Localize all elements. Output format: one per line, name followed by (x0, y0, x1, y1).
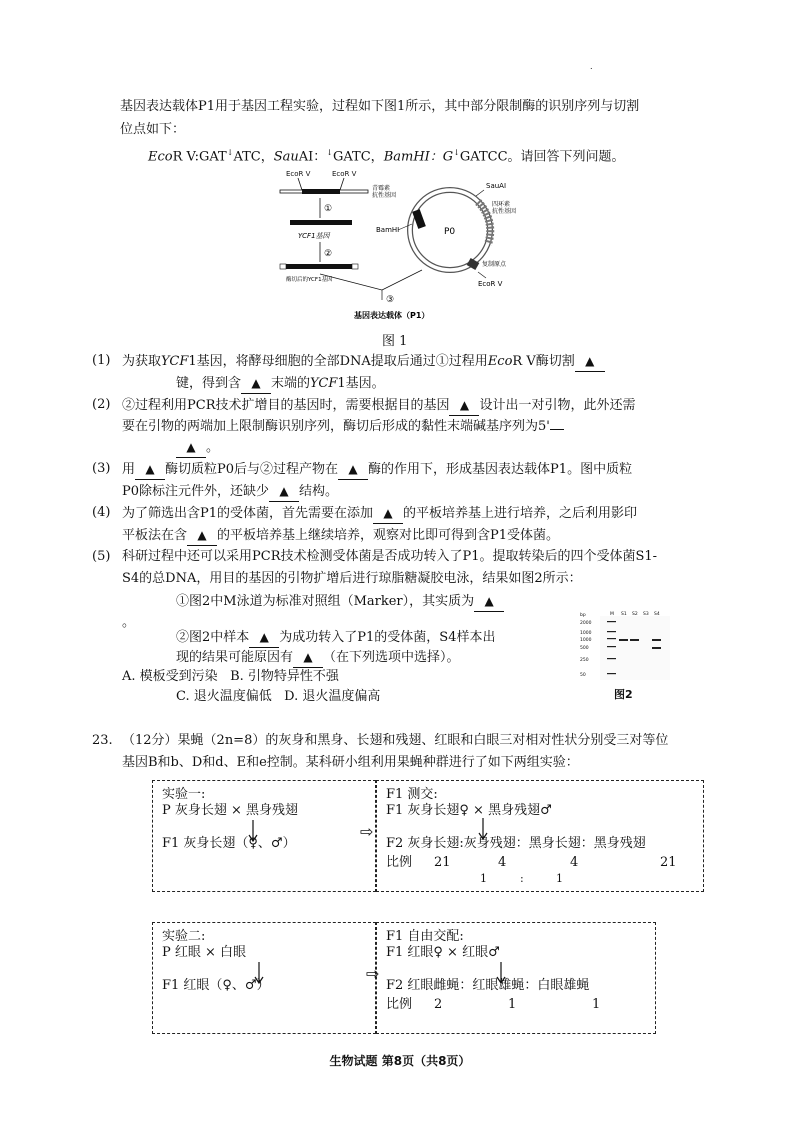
option-d: D. 退火温度偏高 (284, 689, 381, 704)
test-title: F1 测交: (386, 787, 438, 802)
fig1-sau-label: SauAI (486, 182, 507, 190)
ecorv-italic: Eco (148, 149, 173, 165)
blank-mark: ▲ (585, 354, 595, 368)
blank-mark: ▲ (186, 440, 196, 454)
q5-line-5 (176, 628, 495, 648)
q5-text-g: （在下列选项中选择）。 (323, 650, 460, 665)
q2-number: (2) (92, 397, 111, 412)
blank-mark: ▲ (303, 650, 313, 664)
q2-line-2 (122, 418, 564, 436)
intro-line-2: 位点如下： (120, 122, 186, 137)
q3-blank-2[interactable] (338, 460, 368, 480)
exp1-parents: P 灰身长翅 × 黑身残翅 (162, 803, 299, 818)
q4-text-a: 为了筛选出含P1的受体菌，首先需要在添加 (122, 506, 374, 521)
fig1-ycf1-gene (290, 220, 352, 225)
q4-blank-2[interactable] (187, 526, 217, 546)
gel-band-s2 (630, 639, 639, 641)
q1-eco: Eco (487, 354, 513, 369)
exp2-down-arrow (252, 962, 266, 986)
fig1-step-3: ③ (386, 295, 395, 305)
free-ratio-2: 1 (508, 997, 517, 1012)
blank-mark: ▲ (197, 528, 207, 542)
figure-1-diagram (272, 166, 517, 326)
q5-line-3 (176, 592, 504, 612)
fig1-ecorv-right-label: EcoR V (332, 170, 357, 178)
test-ratio-2: 4 (498, 855, 507, 870)
test-sub-ratio-1: 1 (480, 872, 487, 885)
q1-text-c: R V酶切割 (512, 354, 575, 369)
q3-text-e: 结构。 (299, 484, 339, 499)
blank-mark: ▲ (484, 594, 494, 608)
q23-line-1: （12分）果蝇（2n=8）的灰身和黑身、长翅和残翅、红眼和白眼三对相对性状分别受三对等位 (122, 733, 669, 748)
q1-text-e: 末端的 (271, 376, 311, 391)
gel-lane-s4: S4 (654, 612, 660, 617)
q1-text-f: 1基因。 (337, 376, 385, 391)
q1-blank-1[interactable] (575, 352, 605, 372)
q4-number: (4) (92, 505, 111, 520)
q5-number: (5) (92, 549, 111, 564)
q5-text-f: 现的结果可能原因有 (176, 650, 294, 665)
q2-line-1 (122, 396, 636, 416)
test-ratio-label: 比例 (386, 855, 413, 870)
fig1-ecorv-bottom-label: EcoR V (478, 280, 503, 288)
test-ratio-3: 4 (570, 855, 579, 870)
q5-line-4: 。 (122, 615, 136, 630)
page-footer: 生物试题 第8页（共8页） (329, 1054, 471, 1068)
q1-text-d: 键，得到含 (176, 376, 242, 391)
q3-line-1 (122, 460, 632, 480)
enzyme-sites (148, 144, 625, 166)
q2-text-a: ②过程利用PCR技术扩增目的基因时，需要根据目的基因 (122, 398, 450, 413)
q3-text-a: 用 (122, 462, 136, 477)
gel-marker-50: 50 (580, 673, 586, 678)
q4-text-d: 的平板培养基上继续培养，观察对比即可得到含P1受体菌。 (217, 528, 560, 543)
q2-blank-2[interactable] (176, 438, 206, 458)
q23-number: 23. (92, 733, 113, 748)
gel-marker-1000b: 1000 (580, 638, 592, 643)
figure-1-caption: 图 1 (382, 334, 408, 349)
exp1-to-test-arrow: ⇨ (360, 822, 374, 841)
q4-blank-1[interactable] (373, 504, 403, 524)
fig1-penicillin-label-2: 抗性基因 (372, 192, 397, 199)
figure-2-gel (576, 610, 670, 680)
fig1-ecorv-left-label: EcoR V (286, 170, 311, 178)
gel-band-m-1 (607, 621, 616, 622)
intro-line-1: 基因表达载体P1用于基因工程实验，过程如下图1所示，其中部分限制酶的识别序列与切割 (120, 99, 640, 114)
fig1-ycf1-label: YCF1基因 (298, 232, 330, 240)
gel-lane-s3: S3 (643, 612, 649, 617)
q1-line-2 (176, 374, 385, 394)
q2-line-3 (176, 438, 219, 458)
exp1-title: 实验一: (162, 787, 206, 802)
exp2-to-free-arrow: ⇨ (366, 964, 380, 983)
q5-text-c: ①图2中M泳道为标准对照组（Marker），其实质为 (176, 594, 475, 609)
gel-band-s4-1 (652, 639, 661, 641)
fig1-vector-label: 基因表达载体（P1） (354, 311, 430, 320)
gel-lane-s2: S2 (632, 612, 638, 617)
gel-band-s4-2 (652, 647, 661, 649)
blank-mark: ▲ (279, 484, 289, 498)
ecorv-cut-mark: ↓ (226, 148, 234, 157)
q2-text-c: 要在引物的两端加上限制酶识别序列，酶切后形成的黏性末端碱基序列为5' (122, 419, 550, 434)
blank-mark: ▲ (348, 462, 358, 476)
page-mark: . (590, 62, 593, 71)
free-f1: F1 红眼♀ × 红眼♂ (386, 945, 500, 960)
test-ratio-4: 21 (660, 855, 677, 870)
gel-band-m-6 (607, 673, 616, 674)
q4-line-2 (122, 526, 559, 546)
q4-line-1 (122, 504, 637, 524)
blank-mark: ▲ (251, 376, 261, 390)
q3-text-d: P0除标注元件外，还缺少 (122, 484, 270, 499)
fig1-bamhi-label: BamHI (376, 226, 400, 234)
q5-blank-1[interactable] (474, 592, 504, 612)
free-ratio-1: 2 (434, 997, 443, 1012)
fig1-tet-label-2: 抗性基因 (492, 208, 517, 215)
q4-text-c: 平板法在含 (122, 528, 188, 543)
gel-band-m-5 (607, 658, 616, 659)
gel-marker-2000: 2000 (580, 621, 592, 626)
test-f1: F1 灰身长翅♀ × 黑身残翅♂ (386, 803, 552, 818)
test-ratio-1: 21 (434, 855, 451, 870)
q1-gene: YCF (161, 354, 189, 369)
q5-options-row-2 (176, 688, 380, 706)
q3-text-c: 酶的作用下，形成基因表达载体P1。图中质粒 (368, 462, 633, 477)
q2-blank-2-start[interactable] (550, 429, 564, 430)
gel-band-m-4 (607, 646, 616, 647)
free-f2: F2 红眼雌蝇：红眼雄蝇：白眼雄蝇 (386, 978, 590, 993)
exp2-title: 实验二: (162, 929, 206, 944)
test-f2: F2 灰身长翅:灰身残翅：黑身长翅：黑身残翅 (386, 836, 646, 851)
fig1-ori-label: 复制原点 (482, 261, 507, 268)
ecorv-name: R V:GAT (172, 149, 227, 165)
option-c: C. 退火温度偏低 (176, 689, 272, 704)
sau-italic: Sau (273, 149, 299, 165)
ecorv-seq: ATC， (233, 149, 274, 165)
q23-line-2: 基因B和b、D和d、E和e控制。某科研小组利用果蝇种群进行了如下两组实验： (122, 755, 579, 770)
q4-text-b: 的平板培养基上进行培养，之后利用影印 (403, 506, 638, 521)
bam-cut-mark: ↓ (453, 148, 460, 157)
test-sub-sep: : (520, 872, 524, 885)
q3-blank-1[interactable] (135, 460, 165, 480)
gel-band-m-3 (607, 638, 616, 639)
fig1-step-2: ② (324, 249, 333, 259)
q5-text-d: ②图2中样本 (176, 630, 250, 645)
sau-seq: GATC， (333, 149, 384, 165)
free-title: F1 自由交配: (386, 929, 464, 944)
q5-blank-3[interactable] (293, 648, 323, 668)
q3-line-2 (122, 482, 338, 502)
bam-name: BamHI：G (383, 149, 454, 165)
fig1-p0-label: P0 (444, 227, 456, 237)
test-sub-ratio-2: 1 (556, 872, 563, 885)
q2-text-b: 设计出一对引物，此外还需 (479, 398, 636, 413)
gel-marker-500: 500 (580, 646, 589, 651)
blank-mark: ▲ (145, 462, 155, 476)
blank-mark: ▲ (383, 506, 393, 520)
gel-lane-m: M (610, 612, 614, 617)
q1-line-1 (122, 352, 605, 372)
q1-number: (1) (92, 353, 111, 368)
q5-line-1: 科研过程中还可以采用PCR技术检测受体菌是否成功转入了P1。提取转染后的四个受体菌S1- (122, 549, 658, 564)
free-ratio-label: 比例 (386, 997, 413, 1012)
q3-text-b: 酶切质粒P0后与②过程产物在 (165, 462, 339, 477)
q1-text-b: 1基因，将酵母细胞的全部DNA提取后通过①过程用 (188, 354, 488, 369)
gel-marker-1000a: 1000 (580, 631, 592, 636)
q5-blank-2[interactable] (249, 628, 279, 648)
q5-line-6 (176, 648, 460, 668)
q3-blank-3[interactable] (269, 482, 299, 502)
bam-seq: GATCC。请回答下列问题。 (459, 149, 625, 165)
fig1-cut-ycf1-label: 酶切后的YCF1基因 (286, 277, 333, 283)
q1-blank-2[interactable] (241, 374, 271, 394)
exp2-parents: P 红眼 × 白眼 (162, 945, 247, 960)
gel-band-s1 (619, 639, 628, 641)
q5-options-row-1 (122, 668, 339, 686)
sau-rest: AI： (298, 149, 327, 165)
q2-blank-1[interactable] (449, 396, 479, 416)
blank-mark: ▲ (459, 398, 470, 412)
exp2-f1: F1 红眼（♀、♂） (162, 978, 270, 993)
gel-marker-250: 250 (580, 658, 589, 663)
option-a: A. 模板受到污染 (122, 669, 218, 684)
fig1-step-1: ① (324, 204, 333, 214)
gel-bp-label: bp (580, 613, 586, 618)
q5-text-e: 为成功转入了P1的受体菌，S4样本出 (279, 630, 496, 645)
q5-line-2: S4的总DNA，用目的基因的引物扩增后进行琼脂糖凝胶电泳，结果如图2所示： (122, 571, 582, 586)
q1-gene-2: YCF (310, 376, 338, 391)
fig1-ycf1-segment (302, 189, 340, 194)
gel-lane-s1: S1 (621, 612, 627, 617)
fig1-penicillin-label-1: 青霉素 (372, 185, 391, 192)
q1-text-a: 为获取 (122, 354, 162, 369)
option-b: B. 引物特异性不强 (230, 669, 339, 684)
exp1-down-arrow (246, 820, 260, 844)
gel-band-m-2 (607, 631, 616, 632)
figure-2-caption: 图2 (614, 688, 633, 701)
fig1-tet-label-1: 四环素 (492, 201, 511, 208)
blank-mark: ▲ (259, 630, 269, 644)
free-ratio-3: 1 (592, 997, 601, 1012)
exp1-f1: F1 灰身长翅（♀、♂） (162, 836, 296, 851)
q3-number: (3) (92, 461, 111, 476)
fig1-cut-ycf1 (284, 264, 354, 269)
q2-text-d: 。 (206, 440, 220, 455)
sau-cut-mark: ↓ (326, 148, 333, 157)
